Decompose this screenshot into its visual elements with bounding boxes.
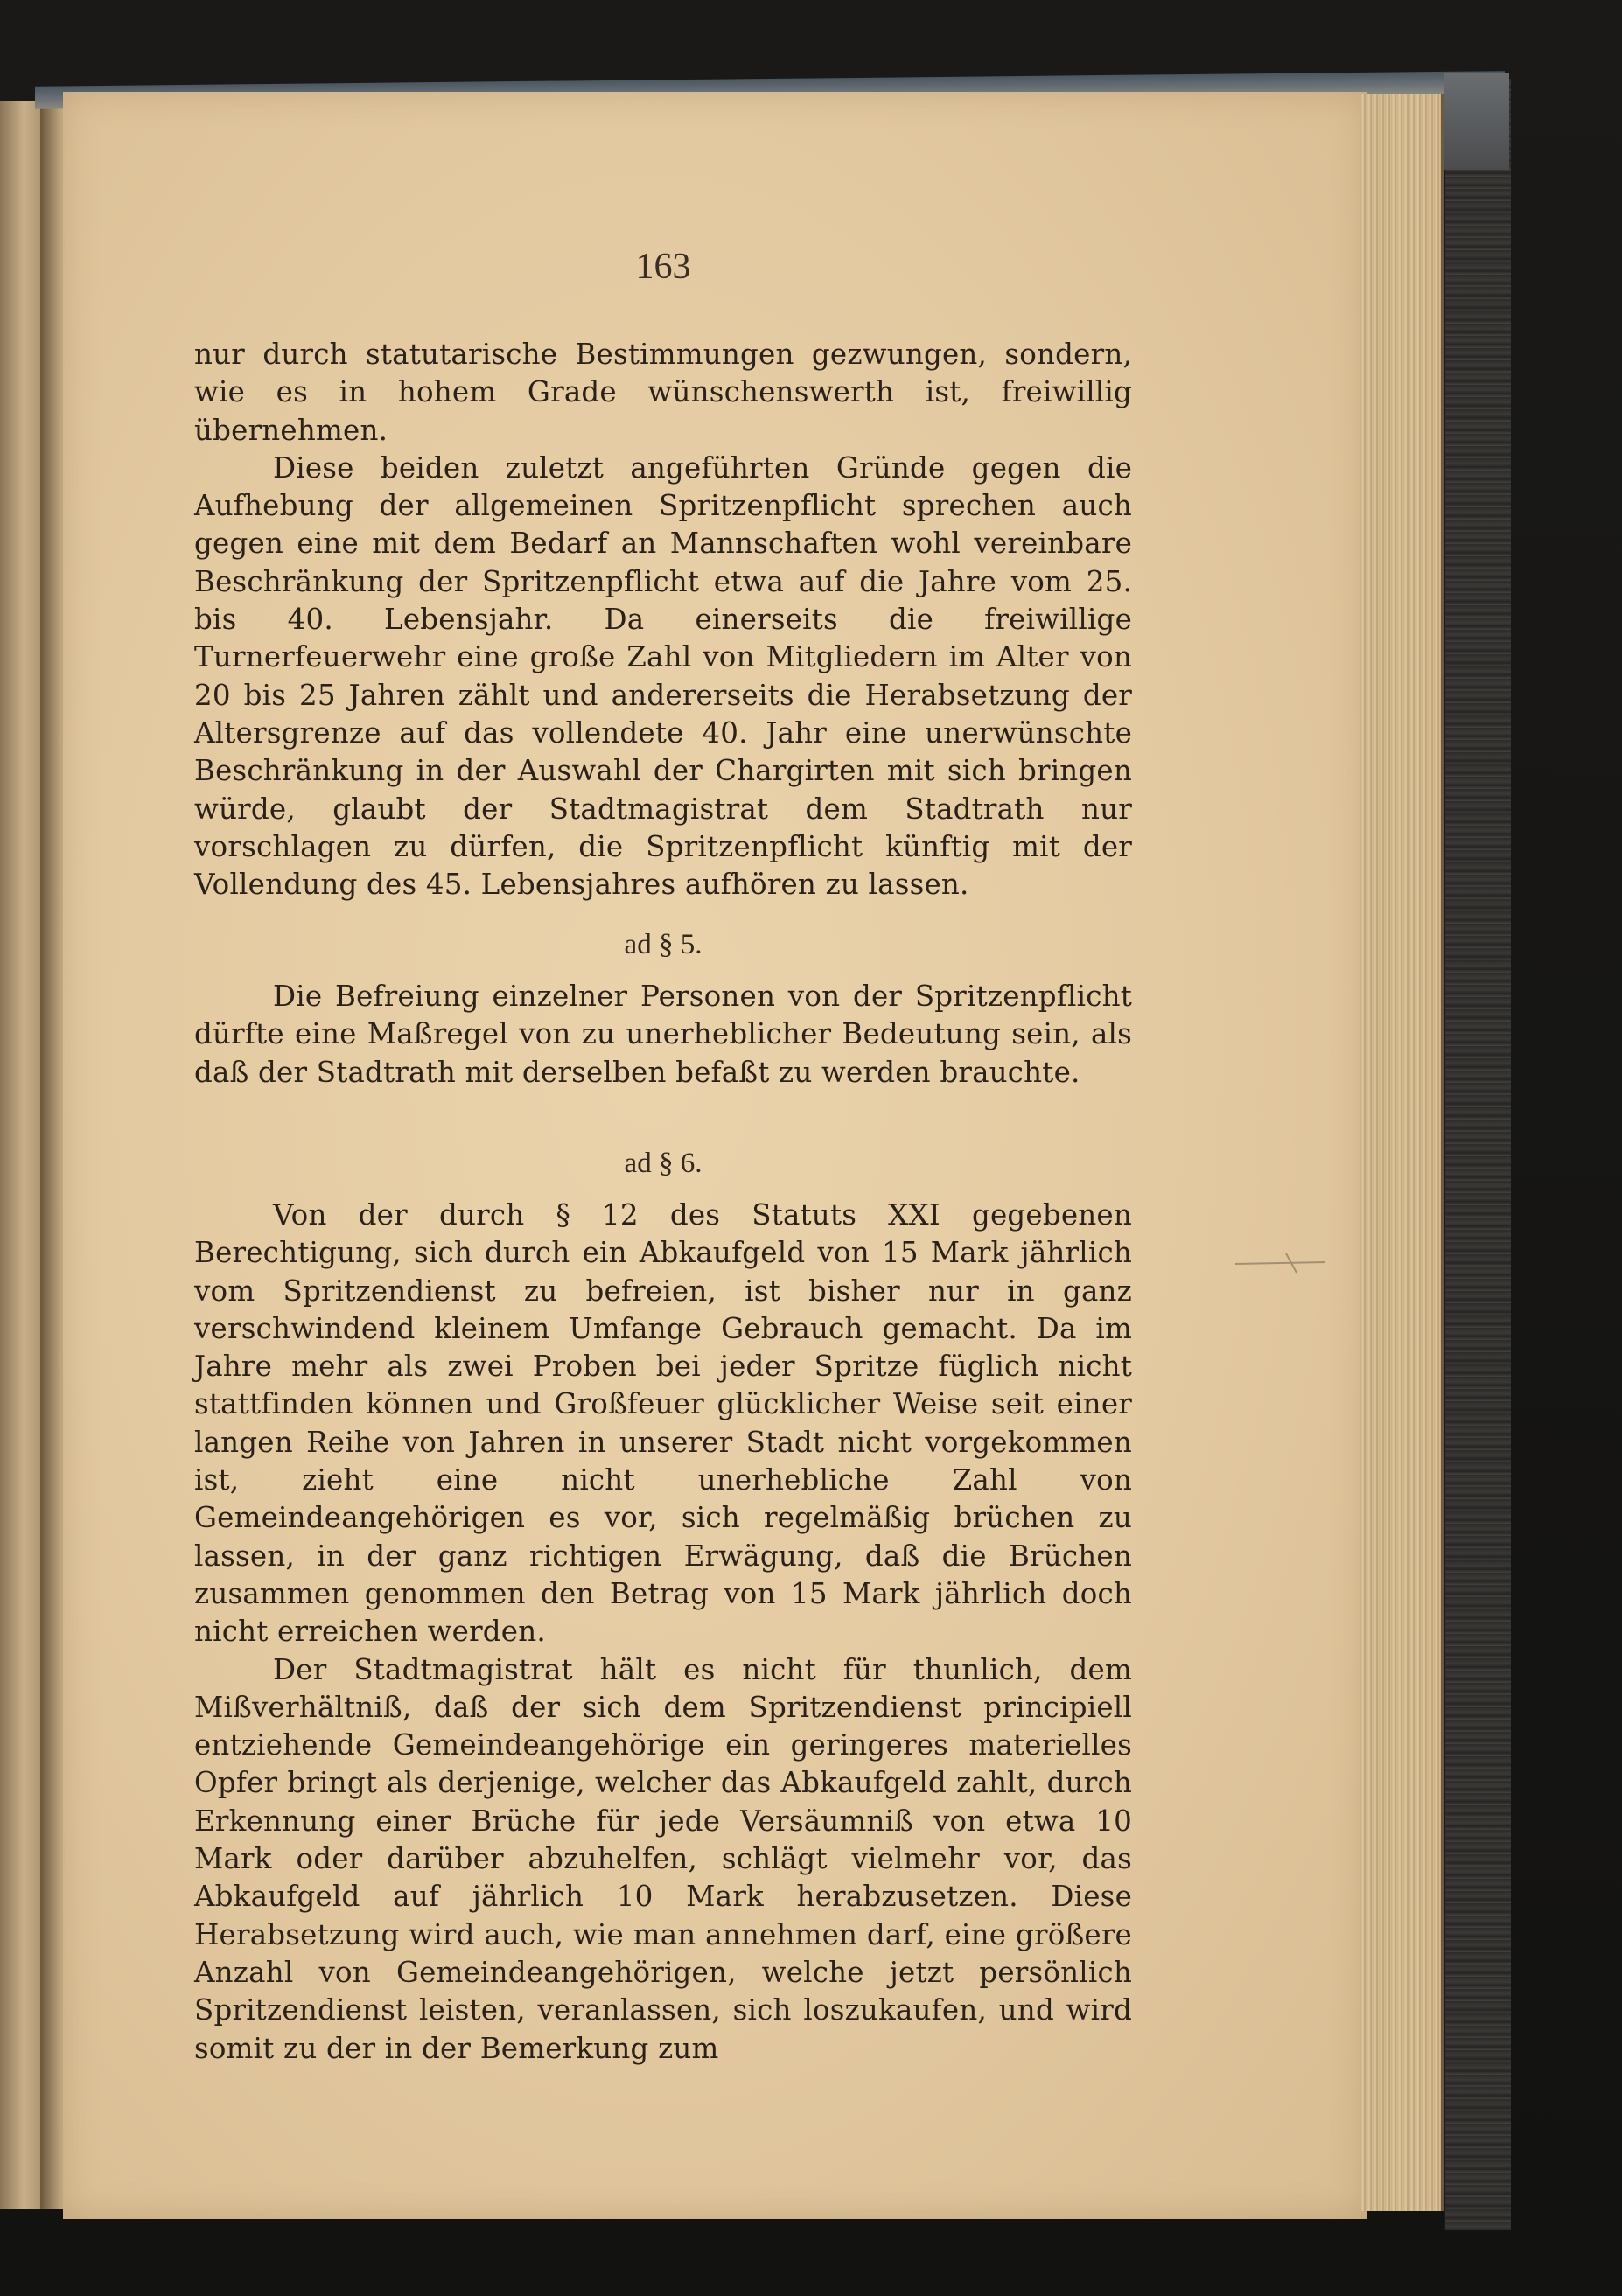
text-block-top [194, 336, 1132, 904]
book-binding [1444, 79, 1511, 2230]
page-number: 163 [635, 247, 691, 287]
left-page-edge [0, 101, 42, 2209]
binding-cap [1444, 73, 1509, 170]
text-block-section-6 [194, 1197, 1132, 2068]
paragraph: Diese beiden zuletzt angeführten Gründe gegen die Aufhebung der allgemeinen Spritzenpflicht sprechen auch gegen eine mit dem Bedarf an Mannschaften wohl vereinbare Beschränkung der Spritzenpflicht etwa auf die Jahre vom 25. bis 40. Lebensjahr. Da einerseits die freiwillige Turnerfeuerwehr eine große Zahl von Mitgliedern im Alter von 20 bis 25 Jahren zählt und andererseits die Herabsetzung der Altersgrenze auf das vollendete 40. Jahr eine unerwünschte Beschränkung in der Auswahl der Chargirten mit sich bringen würde, glaubt der Stadtmagistrat dem Stadtrath nur vorschlagen zu dürfen, die Spritzenpflicht künftig mit der Vollendung des 45. Lebensjahres aufhören zu lassen. [194, 450, 1132, 902]
page-edge-stack [1360, 94, 1444, 2211]
paragraph: Der Stadtmagistrat hält es nicht für thunlich, dem Mißverhältniß, daß der sich dem Spritzendienst principiell entziehende Gemeindeangehörige ein geringeres materielles Opfer bringt als derjenige, welcher das Abkaufgeld zahlt, durch Erkennung einer Brüche für jede Versäumniß von etwa 10 Mark oder darüber abzuhelfen, schlägt vielmehr vor, das Abkaufgeld auf jährlich 10 Mark herabzusetzen. Diese Herabsetzung wird auch, wie man annehmen darf, eine größere Anzahl von Gemeindeangehörigen, welche jetzt persönlich Spritzendienst leisten, veranlassen, sich loszukaufen, und wird somit zu der in der Bemerkung zum [194, 1652, 1132, 2065]
section-heading-5: ad § 5. [624, 929, 703, 960]
paragraph: Die Befreiung einzelner Personen von der Spritzenpflicht dürfte eine Maßregel von zu unerheblicher Bedeutung sein, als daß der Stadtrath mit derselben befaßt zu werden brauchte. [194, 980, 1132, 1089]
paragraph: Von der durch § 12 des Statuts XXI gegebenen Berechtigung, sich durch ein Abkaufgeld von 15 Mark jährlich vom Spritzendienst zu befreien, ist bisher nur in ganz verschwindend kleinem Umfange Gebrauch gemacht. Da im Jahre mehr als zwei Proben bei jeder Spritze füglich nicht stattfinden können und Großfeuer glücklicher Weise seit einer langen Reihe von Jahren in unserer Stadt nicht vorgekommen ist, zieht eine nicht unerhebliche Zahl von Gemeindeangehörigen es vor, sich regelmäßig brüchen zu lassen, in der ganz richtigen Erwägung, daß die Brüchen zusammen genommen den Betrag von 15 Mark jährlich doch nicht erreichen werden. [194, 1198, 1132, 1649]
pencil-mark [1234, 1246, 1330, 1281]
section-heading-6: ad § 6. [624, 1148, 703, 1179]
text-block-section-5 [194, 978, 1132, 1092]
paragraph: nur durch statutarische Bestimmungen gezwungen, sondern, wie es in hohem Grade wünschenswerth ist, freiwillig übernehmen. [194, 338, 1132, 447]
